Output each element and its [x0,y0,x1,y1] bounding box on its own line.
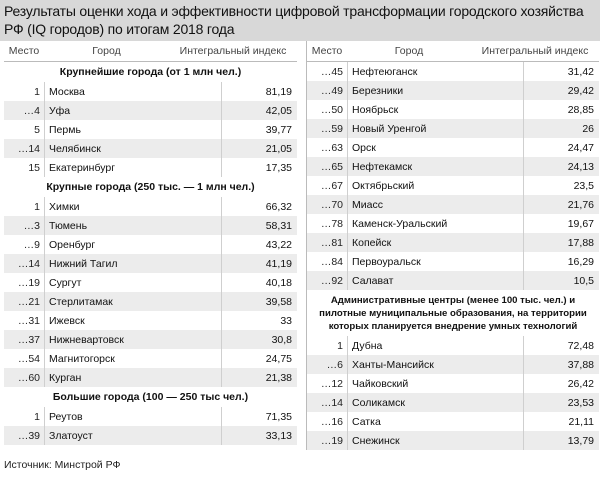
cell-place: …65 [320,160,343,173]
cell-place: …67 [320,179,343,192]
cell-city: Орск [352,141,376,154]
table-row [4,330,297,349]
cell-place: …9 [23,238,40,251]
table-row [4,273,297,292]
table-row [4,139,297,158]
cell-index: 41,19 [265,257,292,270]
table-row [307,119,599,138]
cell-city: Нефтеюганск [352,65,418,78]
cell-city: Химки [49,200,80,213]
table-row [4,292,297,311]
cell-index: 10,5 [573,274,594,287]
cell-city: Нефтекамск [352,160,413,173]
cell-place: …45 [320,65,343,78]
section-title [307,290,599,336]
table-row [4,120,297,139]
cell-index: 13,79 [567,434,594,447]
cell-city: Златоуст [49,429,93,442]
header-place: Место [311,45,343,57]
cell-city: Челябинск [49,142,101,155]
table-row [307,431,599,450]
cell-city: Ханты-Мансийск [352,358,434,371]
cell-city: Нижний Тагил [49,257,118,270]
cell-city: Уфа [49,104,71,117]
table-row [4,407,297,426]
right-table-body [307,62,599,450]
table-header [307,41,599,62]
table-row [4,311,297,330]
cell-place: …59 [320,122,343,135]
cell-index: 71,35 [265,410,292,423]
table-row [307,412,599,431]
cell-index: 21,38 [265,371,292,384]
cell-place: …39 [17,429,40,442]
header-city: Город [92,45,121,57]
cell-city: Ноябрьск [352,103,399,116]
cell-place: …3 [23,219,40,232]
cell-index: 26 [582,122,594,135]
table-row [307,355,599,374]
cell-index: 39,58 [265,295,292,308]
source-note: Источник: Минстрой РФ [4,459,121,471]
cell-index: 33 [280,314,292,327]
table-row [4,349,297,368]
cell-place: …14 [17,257,40,270]
table-row [307,138,599,157]
header-index: Интегральный индекс [179,45,287,57]
cell-index: 24,75 [265,352,292,365]
cell-index: 42,05 [265,104,292,117]
cell-place: 5 [34,123,40,136]
table-row [307,233,599,252]
cell-place: …78 [320,217,343,230]
table-row [4,101,297,120]
section-title-line: Административные центры (менее 100 тыс. чел.) и [330,295,576,306]
cell-index: 58,31 [265,219,292,232]
cell-index: 33,13 [265,429,292,442]
cell-city: Екатеринбург [49,161,116,174]
cell-place: …70 [320,198,343,211]
header-index: Интегральный индекс [481,45,589,57]
cell-index: 37,88 [567,358,594,371]
cell-place: …81 [320,236,343,249]
cell-city: Чайковский [352,377,409,390]
table-row [307,252,599,271]
cell-city: Пермь [49,123,81,136]
table-row [4,197,297,216]
cell-place: …54 [17,352,40,365]
cell-index: 30,8 [271,333,292,346]
page-title: Результаты оценки хода и эффективности цифровой трансформации городского хозяйства РФ (IQ городов) по итогам 2018 года [4,3,584,37]
cell-city: Магнитогорск [49,352,115,365]
right-table [306,41,599,450]
cell-index: 21,05 [265,142,292,155]
cell-index: 24,47 [567,141,594,154]
cell-city: Салават [352,274,394,287]
cell-city: Ижевск [49,314,85,327]
cell-index: 24,13 [567,160,594,173]
table-row [307,336,599,355]
table-row [307,176,599,195]
cell-index: 21,76 [567,198,594,211]
cell-index: 40,18 [265,276,292,289]
cell-index: 66,32 [265,200,292,213]
table-header [4,41,297,62]
cell-place: …21 [17,295,40,308]
cell-index: 16,29 [567,255,594,268]
cell-city: Тюмень [49,219,88,232]
section-title: Большие города (100 — 250 тыс чел.) [4,387,297,407]
cell-index: 17,88 [567,236,594,249]
cell-index: 17,35 [265,161,292,174]
section-title: Крупнейшие города (от 1 млн чел.) [4,62,297,82]
cell-index: 72,48 [567,339,594,352]
cell-index: 23,5 [573,179,594,192]
cell-place: …14 [17,142,40,155]
cell-place: …50 [320,103,343,116]
cell-city: Миасс [352,198,383,211]
table-row [4,158,297,177]
table-row [4,368,297,387]
table-row [307,374,599,393]
cell-place: …19 [320,434,343,447]
cell-city: Сатка [352,415,381,428]
cell-city: Стерлитамак [49,295,113,308]
cell-place: 1 [34,410,40,423]
cell-place: …37 [17,333,40,346]
section-title-line: пилотные муниципальные образования, на территории [319,308,587,319]
cell-city: Каменск-Уральский [352,217,448,230]
cell-place: …19 [17,276,40,289]
left-table [4,41,297,445]
cell-place: 1 [34,200,40,213]
table-row [307,214,599,233]
cell-city: Сургут [49,276,82,289]
table-row [4,216,297,235]
table-row [307,195,599,214]
cell-city: Оренбург [49,238,96,251]
table-row [307,157,599,176]
cell-place: …63 [320,141,343,154]
left-table-body [4,62,297,445]
cell-place: 15 [28,161,40,174]
cell-index: 21,11 [568,415,594,428]
cell-index: 23,53 [567,396,594,409]
cell-index: 19,67 [567,217,594,230]
cell-city: Новый Уренгой [352,122,427,135]
cell-index: 81,19 [265,85,292,98]
table-row [4,254,297,273]
cell-place: …84 [320,255,343,268]
cell-place: …49 [320,84,343,97]
section-title: Крупные города (250 тыс. — 1 млн чел.) [4,177,297,197]
cell-city: Октябрьский [352,179,415,192]
cell-place: …14 [320,396,343,409]
cell-index: 28,85 [567,103,594,116]
cell-place: …6 [326,358,343,371]
cell-city: Реутов [49,410,83,423]
cell-place: …92 [320,274,343,287]
cell-index: 26,42 [567,377,594,390]
header-bar [0,0,600,41]
table-row [4,82,297,101]
cell-city: Соликамск [352,396,405,409]
table-row [307,393,599,412]
cell-place: …16 [320,415,343,428]
table-row [4,426,297,445]
cell-place: …31 [17,314,40,327]
cell-city: Курган [49,371,82,384]
table-row [307,81,599,100]
table-row [4,235,297,254]
cell-place: …4 [23,104,40,117]
cell-city: Москва [49,85,85,98]
header-place: Место [8,45,40,57]
cell-city: Копейск [352,236,392,249]
cell-index: 43,22 [265,238,292,251]
table-row [307,271,599,290]
section-title-line: которых планируется внедрение умных технологий [328,321,578,332]
cell-city: Снежинск [352,434,400,447]
cell-city: Нижневартовск [49,333,124,346]
cell-place: 1 [34,85,40,98]
cell-city: Дубна [352,339,383,352]
cell-index: 29,42 [567,84,594,97]
cell-index: 31,42 [567,65,594,78]
header-city: Город [394,45,424,57]
table-row [307,100,599,119]
cell-city: Березники [352,84,404,97]
cell-place: …12 [320,377,343,390]
cell-place: 1 [337,339,343,352]
table-row [307,62,599,81]
cell-place: …60 [17,371,40,384]
cell-city: Первоуральск [352,255,421,268]
cell-index: 39,77 [265,123,292,136]
